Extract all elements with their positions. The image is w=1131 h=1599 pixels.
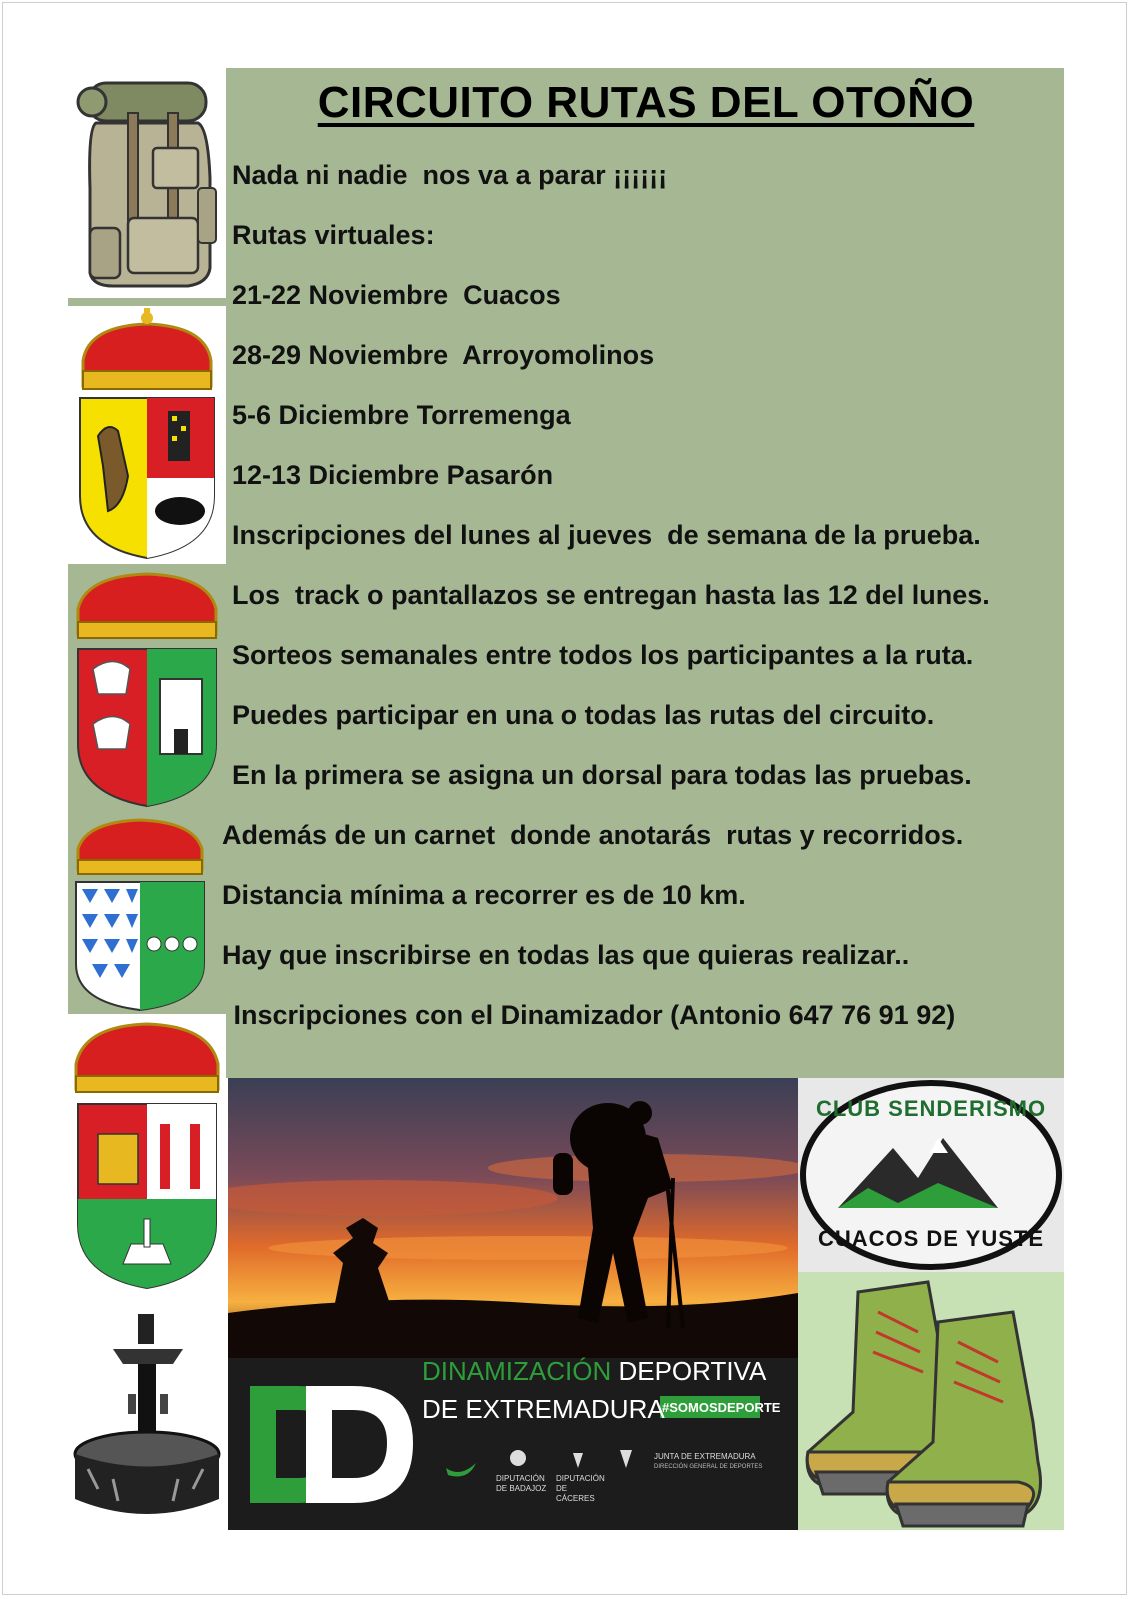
coat-of-arms-pasaron-icon	[68, 1014, 226, 1304]
logo-junta-extremadura: JUNTA DE EXTREMADURA	[654, 1452, 756, 1461]
banner-hashtag: #SOMOSDEPORTE	[662, 1400, 781, 1415]
coat-of-arms-torremenga-icon	[68, 814, 226, 1014]
text-line-bib: En la primera se asigna un dorsal para todas las pruebas.	[232, 760, 972, 790]
coat-of-arms-arroyomolinos-icon	[68, 564, 226, 814]
banner-deportiva: DEPORTIVA	[611, 1356, 767, 1386]
dinamizacion-banner	[228, 1358, 798, 1530]
text-line-inscriptions: Inscripciones del lunes al jueves de semana de la prueba.	[232, 520, 981, 550]
text-line-card: Además de un carnet donde anotarás rutas y recorridos.	[222, 820, 964, 850]
text-line-route-torremenga: 5-6 Diciembre Torremenga	[232, 400, 571, 430]
page-title: CIRCUITO RUTAS DEL OTOÑO	[317, 78, 975, 127]
text-line-contact: Inscripciones con el Dinamizador (Antonio 647 76 91 92)	[226, 1000, 956, 1030]
banner-line-1	[422, 1354, 766, 1388]
hiker-sunset-photo	[228, 1078, 798, 1358]
text-line-route-cuacos: 21-22 Noviembre Cuacos	[232, 280, 561, 310]
text-line-intro: Nada ni nadie nos va a parar ¡¡¡¡¡¡	[232, 160, 668, 190]
fountain-icon	[68, 1304, 226, 1530]
text-line-participate: Puedes participar en una o todas las rutas del circuito.	[232, 700, 935, 730]
club-name-top: CLUB SENDERISMO	[815, 1096, 1047, 1121]
coat-of-arms-cuacos-icon	[68, 306, 226, 564]
text-line-distance: Distancia mínima a recorrer es de 10 km.	[222, 880, 746, 910]
logo-diputacion-badajoz: DIPUTACIÓN DE BADAJOZ	[496, 1474, 547, 1493]
backpack-icon	[68, 68, 226, 298]
text-line-register-all: Hay que inscribirse en todas las que quieras realizar..	[222, 940, 910, 970]
logo-diputacion-caceres: DIPUTACIÓN DE CÁCERES	[556, 1474, 605, 1503]
hiking-boots-icon	[798, 1272, 1064, 1530]
logo-junta-subtitle: DIRECCIÓN GENERAL DE DEPORTES	[654, 1464, 763, 1470]
text-line-virtual-routes: Rutas virtuales:	[232, 220, 435, 250]
banner-extremadura: DE EXTREMADURA	[422, 1394, 665, 1424]
text-line-route-pasaron: 12-13 Diciembre Pasarón	[232, 460, 554, 490]
text-line-tracks: Los track o pantallazos se entregan hasta las 12 del lunes.	[232, 580, 990, 610]
text-line-draws: Sorteos semanales entre todos los participantes a la ruta.	[232, 640, 974, 670]
club-senderismo-badge	[798, 1078, 1064, 1272]
text-line-route-arroyomolinos: 28-29 Noviembre Arroyomolinos	[232, 340, 655, 370]
left-image-column	[68, 68, 226, 1530]
club-name-bottom: CUACOS DE YUSTE	[817, 1226, 1045, 1251]
banner-dinamizacion: DINAMIZACIÓN	[422, 1356, 612, 1386]
